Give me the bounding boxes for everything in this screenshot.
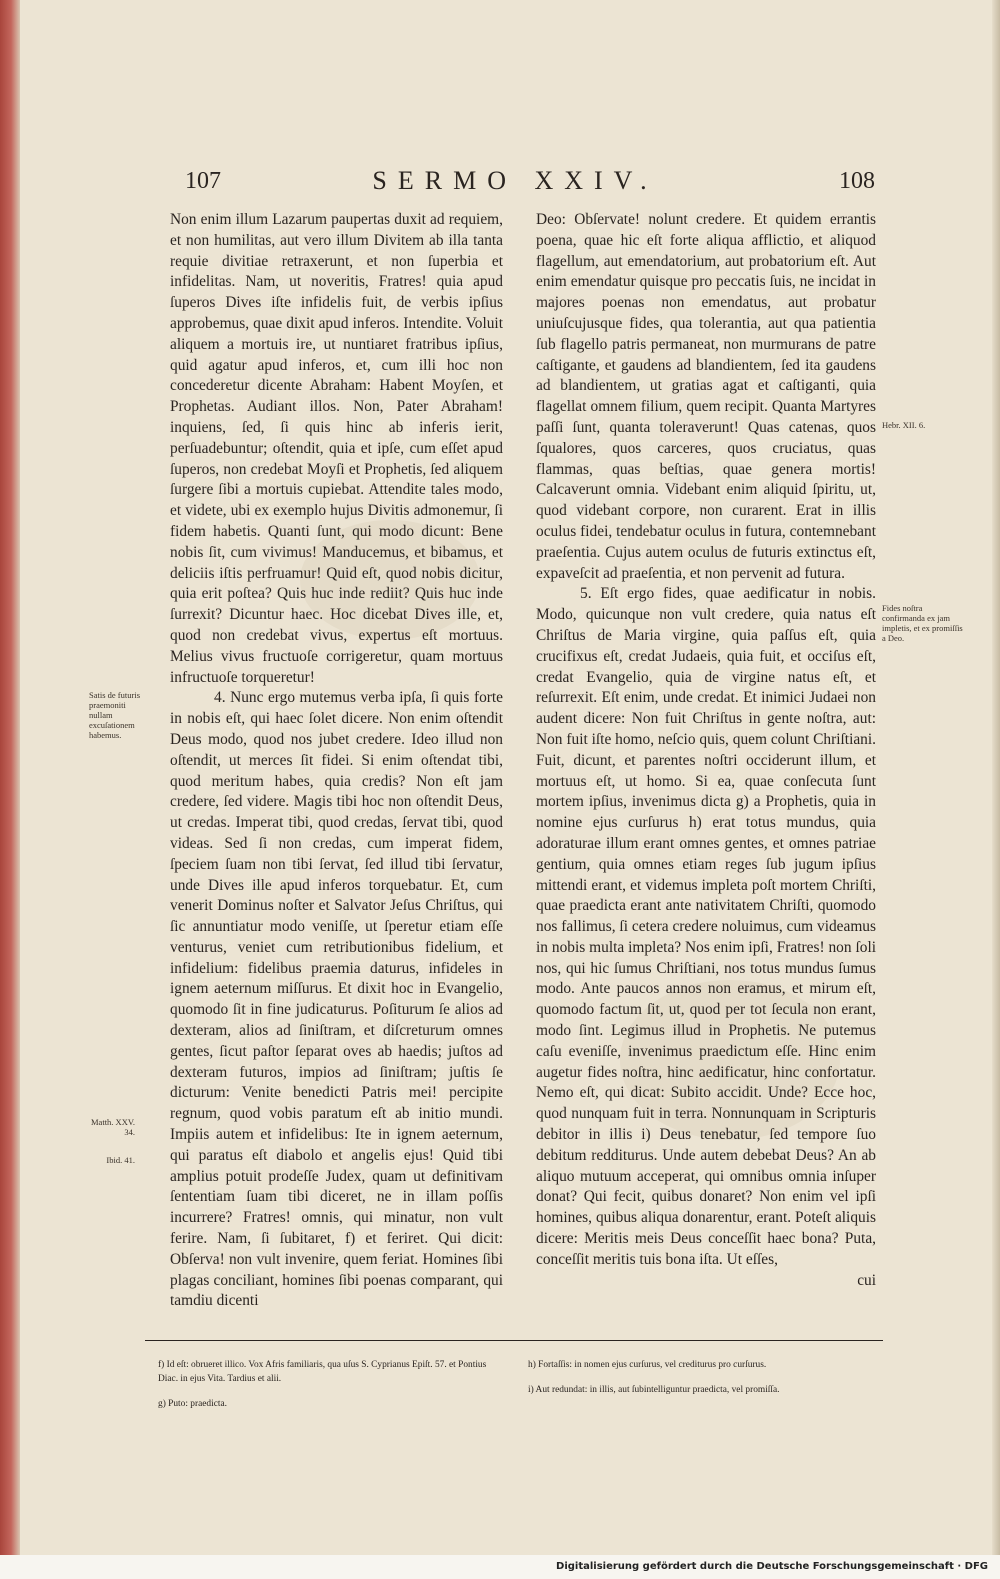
page-number-right: 108 [839, 168, 875, 194]
footnotes-right [528, 1358, 878, 1408]
paragraph: 4. Nunc ergo mutemus verba ipſa, ſi quis forte in nobis eſt, qui haec ſolet dicere. Non enim oſtendit Deus modo, quod nos jubet credere. Ideo illud non oſtendit, ut merces ſit fidei. Si enim oſtendat tibi, quod meritum habes, quia credis? Non eſt jam credere, ſed videre. Magis tibi hoc non oſtendit Deus, ut credas. Imperat tibi, quod credas, ſervat tibi, quod videas. Sed ſi non credas, cum imperat fidem, ſpeciem ſuam non tibi ſervat, ſed illud tibi ſervatur, unde Dives ille apud inferos torquebatur. Et, cum venerit Dominus noſter et Salvator Jeſus Chriſtus, qui ſic annuntiatur modo veniſſe, ut ſperetur etiam eſſe venturus, veniet cum retributionibus fidelium, et infidelium: fidelibus praemia daturus, infideles in ignem aeternum miſſurus. Et dixit hoc in Evangelio, quomodo ſit in fine judicaturus. Poſiturum ſe alios ad dexteram, alios ad ſiniſtram, et diſcreturum omnes gentes, ſicut paſtor ſeparat oves ab haedis; juſtos ad dexteram futuros, impios ad ſiniſtram; juſtis ſe dicturum: Venite benedicti Patris mei! percipite regnum, quod vobis paratum eſt ab initio mundi. Impiis autem et infidelibus: Ite in ignem aeternum, qui paratus eſt diabolo et angelis ejus! Quid tibi amplius potuit prodeſſe Judex, quam ut definitivam ſententiam ſuam tibi diceret, ne in illam poſſis incurrere? Fratres! omnis, qui minatur, non vult ferire. Nam, ſi ſubitaret, f) et feriret. Qui dicit: Obſerva! non vult invenire, quem feriat. Homines ſibi plagas conciliant, homines ſibi poenas comparant, qui tamdiu dicenti [170, 689, 503, 1310]
margin-note: Matth. XXV. 34. [91, 1117, 135, 1137]
catchword: cui [857, 1271, 876, 1289]
paragraph: Non enim illum Lazarum paupertas duxit ad requiem, et non humilitas, aut vero illum Divitem ab illa tanta requie divitiae retraxerunt, et non ſuperbia et infidelitas. Nam, ut noveritis, Fratres! quia apud ſuperos Dives iſte infidelis fuit, de verbis ipſius approbemus, quae dixit apud inferos. Intendite. Voluit aliquem a mortuis ire, ut nuntiaret fratribus ipſius, quid agatur apud inferos, et, cum illi hoc non concederetur dicente Abraham: Habent Moyſen, et Prophetas. Audiant illos. Non, Pater Abraham! inquiens, ſed, ſi quis hinc ab inferis ierit, perſuadebuntur; oſtendit, quia et ipſe, cum eſſet apud ſuperos, non credebat Moyſi et Prophetis, ſed aliquem ſurgere ſibi a mortuis cupiebat. Attendite tales modo, et videte, ubi ex exemplo hujus Divitis admonemur, ſi fidem habetis. Quanti ſunt, qui modo dicunt: Bene nobis ſit, cum vivimus! Manducemus, et bibamus, et deliciis iſtis perfruamur! Quid eſt, quod nobis dicitur, quia erit poſtea? Quis huc inde rediit? Quis huc inde ſurrexit? Dicuntur haec. Hoc dicebat Dives ille, et, quod non credebat vivus, expertus eſt mortuus. Melius vivus fructuoſe corrigeretur, quam mortuus infructuoſe torqueretur! [170, 211, 503, 686]
footnote-rule [145, 1340, 883, 1341]
right-column [536, 210, 876, 1291]
digitization-credit: Digitalisierung gefördert durch die Deutsche Forschungsgemeinschaft · DFG [556, 1561, 988, 1572]
footnote: f) Id eſt: obrueret illico. Vox Afris familiaris, qua uſus S. Cyprianus Epiſt. 57. et Pontius Diac. in ejus Vita. Tardius et alii. [158, 1360, 487, 1384]
footnote: h) Fortaſſis: in nomen ejus curſurus, vel crediturus pro curſurus. [528, 1360, 767, 1370]
margin-note: Fides noſtra confirmanda ex jam impletis, et ex promiſſis a Deo. [882, 603, 963, 643]
footnote: i) Aut redundat: in illis, aut ſubintelliguntur praedicta, vel promiſſa. [528, 1385, 780, 1395]
page-edge-right [992, 0, 1000, 1555]
footnote: g) Puto: praedicta. [158, 1399, 227, 1409]
running-header [150, 168, 880, 198]
running-title: SERMO XXIV. [372, 166, 658, 195]
paragraph: Deo: Obſervate! nolunt credere. Et quidem errantis poena, quae hic eſt forte aliqua afflictio, et aliquod flagellum, aut emendatorium, aut probatorium eſt. Aut enim emendatur quisque pro peccatis ſuis, ne incidat in majores poenas non emendatus, aut probatur uniuſcujusque fides, qua tolerantia, aut qua patientia ſub flagello patris permaneat, non murmurans de patre caſtigante, et gaudens ad blandientem, ſed ita gaudens ad blandientem, ut gratias agat et caſtiganti, quia flagellat omnem filium, quem recipit. Quanta Martyres paſſi ſunt, quanta toleraverunt! Quas catenas, quos ſqualores, quos carceres, quos cruciatus, quas flammas, quas beſtias, quae genera mortis! Calcaverunt omnia. Videbant enim aliquid ſpiritu, ut, quod videbant corpore, non curarent. Erat in illis oculus fidei, tendebatur oculus in futura, contemnebant praeſentia. Cujus autem oculus de futuris extinctus eſt, expaveſcit ad praeſentia, et non pervenit ad futura. [536, 211, 876, 582]
digitization-credit-bar [0, 1555, 1000, 1579]
left-column [170, 210, 503, 1312]
margin-note: Ibid. 41. [106, 1155, 135, 1165]
margin-note: Hebr. XII. 6. [882, 420, 926, 430]
paragraph: 5. Eſt ergo fides, quae aedificatur in nobis. Modo, quicunque non vult credere, quia natus eſt Chriſtus de Maria virgine, quia paſſus eſt, quia crucifixus eſt, credat Judaeis, quia fuit, et occiſus eſt, credat Evangelio, quia de virgine natus eſt, et reſurrexit. Eſt enim, unde credat. Et inimici Judaei non audent dicere: Non fuit Chriſtus in gente noſtra, aut: Non fuit iſte homo, neſcio quis, quem colunt Chriſtiani. Fuit, dicunt, et parentes noſtri occiderunt illum, et mortuus eſt, ut homo. Si ea, quae conſecuta ſunt mortem ipſius, invenimus dicta g) a Prophetis, quia in nomine ejus curſurus h) erat totus mundus, quia adoraturae illum erant omnes gentes, et omnes patriae gentium, quia omnes etiam reges ſub jugum ipſius mittendi erant, et videmus impleta poſt mortem Chriſti, quae praedicta erant ante nativitatem Chriſti, quomodo nos fallimus, ſi cetera credere noluimus, cum videamus in nobis multa impleta? Nos enim ipſi, Fratres! non ſoli nos, qui hic ſumus Chriſtiani, nos totus mundus ſumus modo. Ante paucos annos non eramus, et mirum eſt, quomodo factum ſit, ut, quod per tot ſecula non erant, modo ſint. Legimus illud in Prophetis. Ne putemus caſu eveniſſe, invenimus praedictum eſſe. Hinc enim augetur fides noſtra, hinc aedificatur, hinc confortatur. Nemo eſt, qui dicat: Subito accidit. Unde? Ecce hoc, quod nunquam fuit in terra. Nonnunquam in Scripturis debitor in illis i) Deus tenebatur, ſed tempore ſuo debitum redditurus. Unde autem debebat Deus? An ab aliquo mutuum acceperat, qui omnibus omnia inſuper donat? Qui fecit, quibus donaret? Non enim vel ipſi homines, quibus aliqua donarentur, erant. Poteſt aliquis dicere: Meritis meis Deus conceſſit haec bona? Puta, conceſſit meritis tuis bona iſta. Ut eſſes, [536, 585, 876, 1268]
footnotes-left [158, 1358, 503, 1422]
margin-note: Satis de futuris praemoniti nullam excuſationem habemus. [89, 690, 140, 740]
page-number-left: 107 [185, 168, 221, 194]
page-edge-red [0, 0, 20, 1555]
